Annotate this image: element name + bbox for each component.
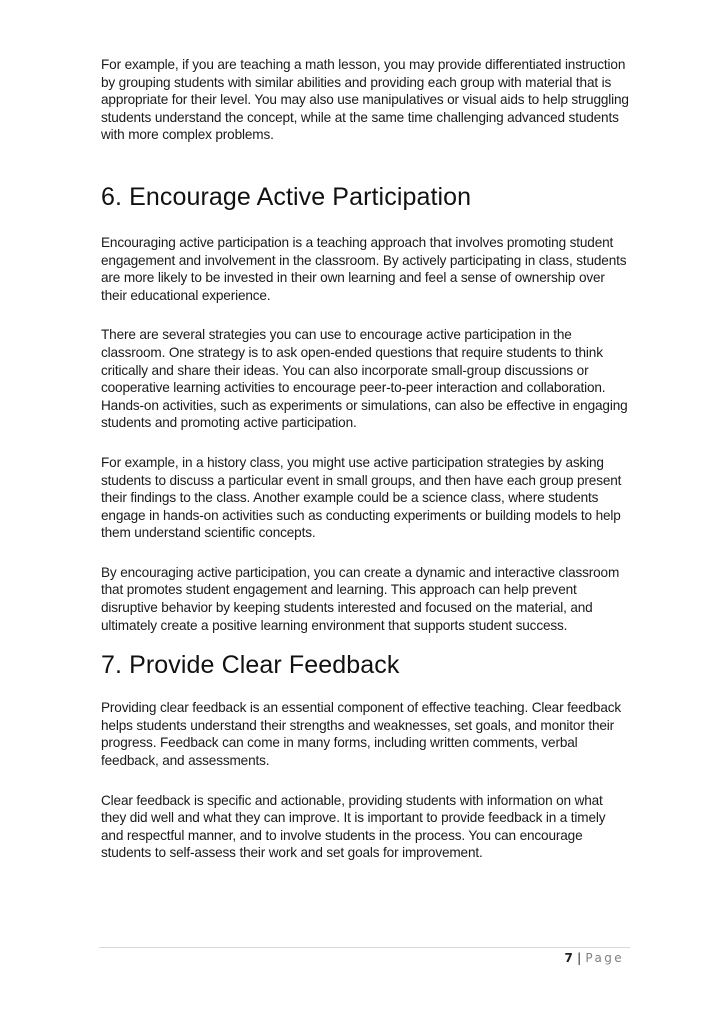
section-6-heading: 6. Encourage Active Participation <box>101 182 472 211</box>
section-6-paragraph-4: By encouraging active participation, you can create a dynamic and interactive classroom that promotes student engagement and learning. This approach can help prevent disruptive behavior by keeping students interested and focused on the material, and ultimately create a positive learning environment that supports student success. <box>101 564 620 633</box>
page-label: Page <box>585 951 624 965</box>
section-6-paragraph-3: For example, in a history class, you might use active participation strategies by asking students to discuss a particular event in small groups, and then have each group present their findings to the class. Another example could be a science class, where students engage in hands-on activities such as conducting experiments or building models to help them understand scientific concepts. <box>101 454 622 541</box>
section-6-paragraph-1: Encouraging active participation is a teaching approach that involves promoting student engagement and involvement in the classroom. By actively participating in class, students are more likely to be invested in their own learning and feel a sense of ownership over their educational experience. <box>101 234 627 303</box>
footer-divider <box>99 947 630 948</box>
section-7-heading: 7. Provide Clear Feedback <box>101 651 400 680</box>
intro-paragraph: For example, if you are teaching a math lesson, you may provide differentiated instruction by grouping students with similar abilities and providing each group with material that is appropriate for their level. You may also use manipulatives or visual aids to help struggling students understand the concept, while at the same time challenging advanced students with more complex problems. <box>101 57 629 143</box>
footer-separator: | <box>573 951 586 965</box>
section-7-paragraph-1: Providing clear feedback is an essential component of effective teaching. Clear feedback helps students understand their strengths and weaknesses, set goals, and monitor their progress. Feedback can come in many forms, including written comments, verbal feedback, and assessments. <box>101 700 622 769</box>
page-footer <box>565 951 625 965</box>
section-6-paragraph-2: There are several strategies you can use to encourage active participation in the classroom. One strategy is to ask open-ended questions that require students to think critically and share their ideas. You can also incorporate small-group discussions or cooperative learning activities to encourage peer-to-peer interaction and collaboration. Hands-on activities, such as experiments or simulations, can also be effective in engaging students and promoting active participation. <box>101 327 628 431</box>
page-number: 7 <box>564 951 574 965</box>
section-7-paragraph-2: Clear feedback is specific and actionable, providing students with information on what they did well and what they can improve. It is important to provide feedback in a timely and respectful manner, and to involve students in the process. You can encourage students to self-assess their work and set goals for improvement. <box>101 792 606 861</box>
document-body <box>101 56 631 862</box>
